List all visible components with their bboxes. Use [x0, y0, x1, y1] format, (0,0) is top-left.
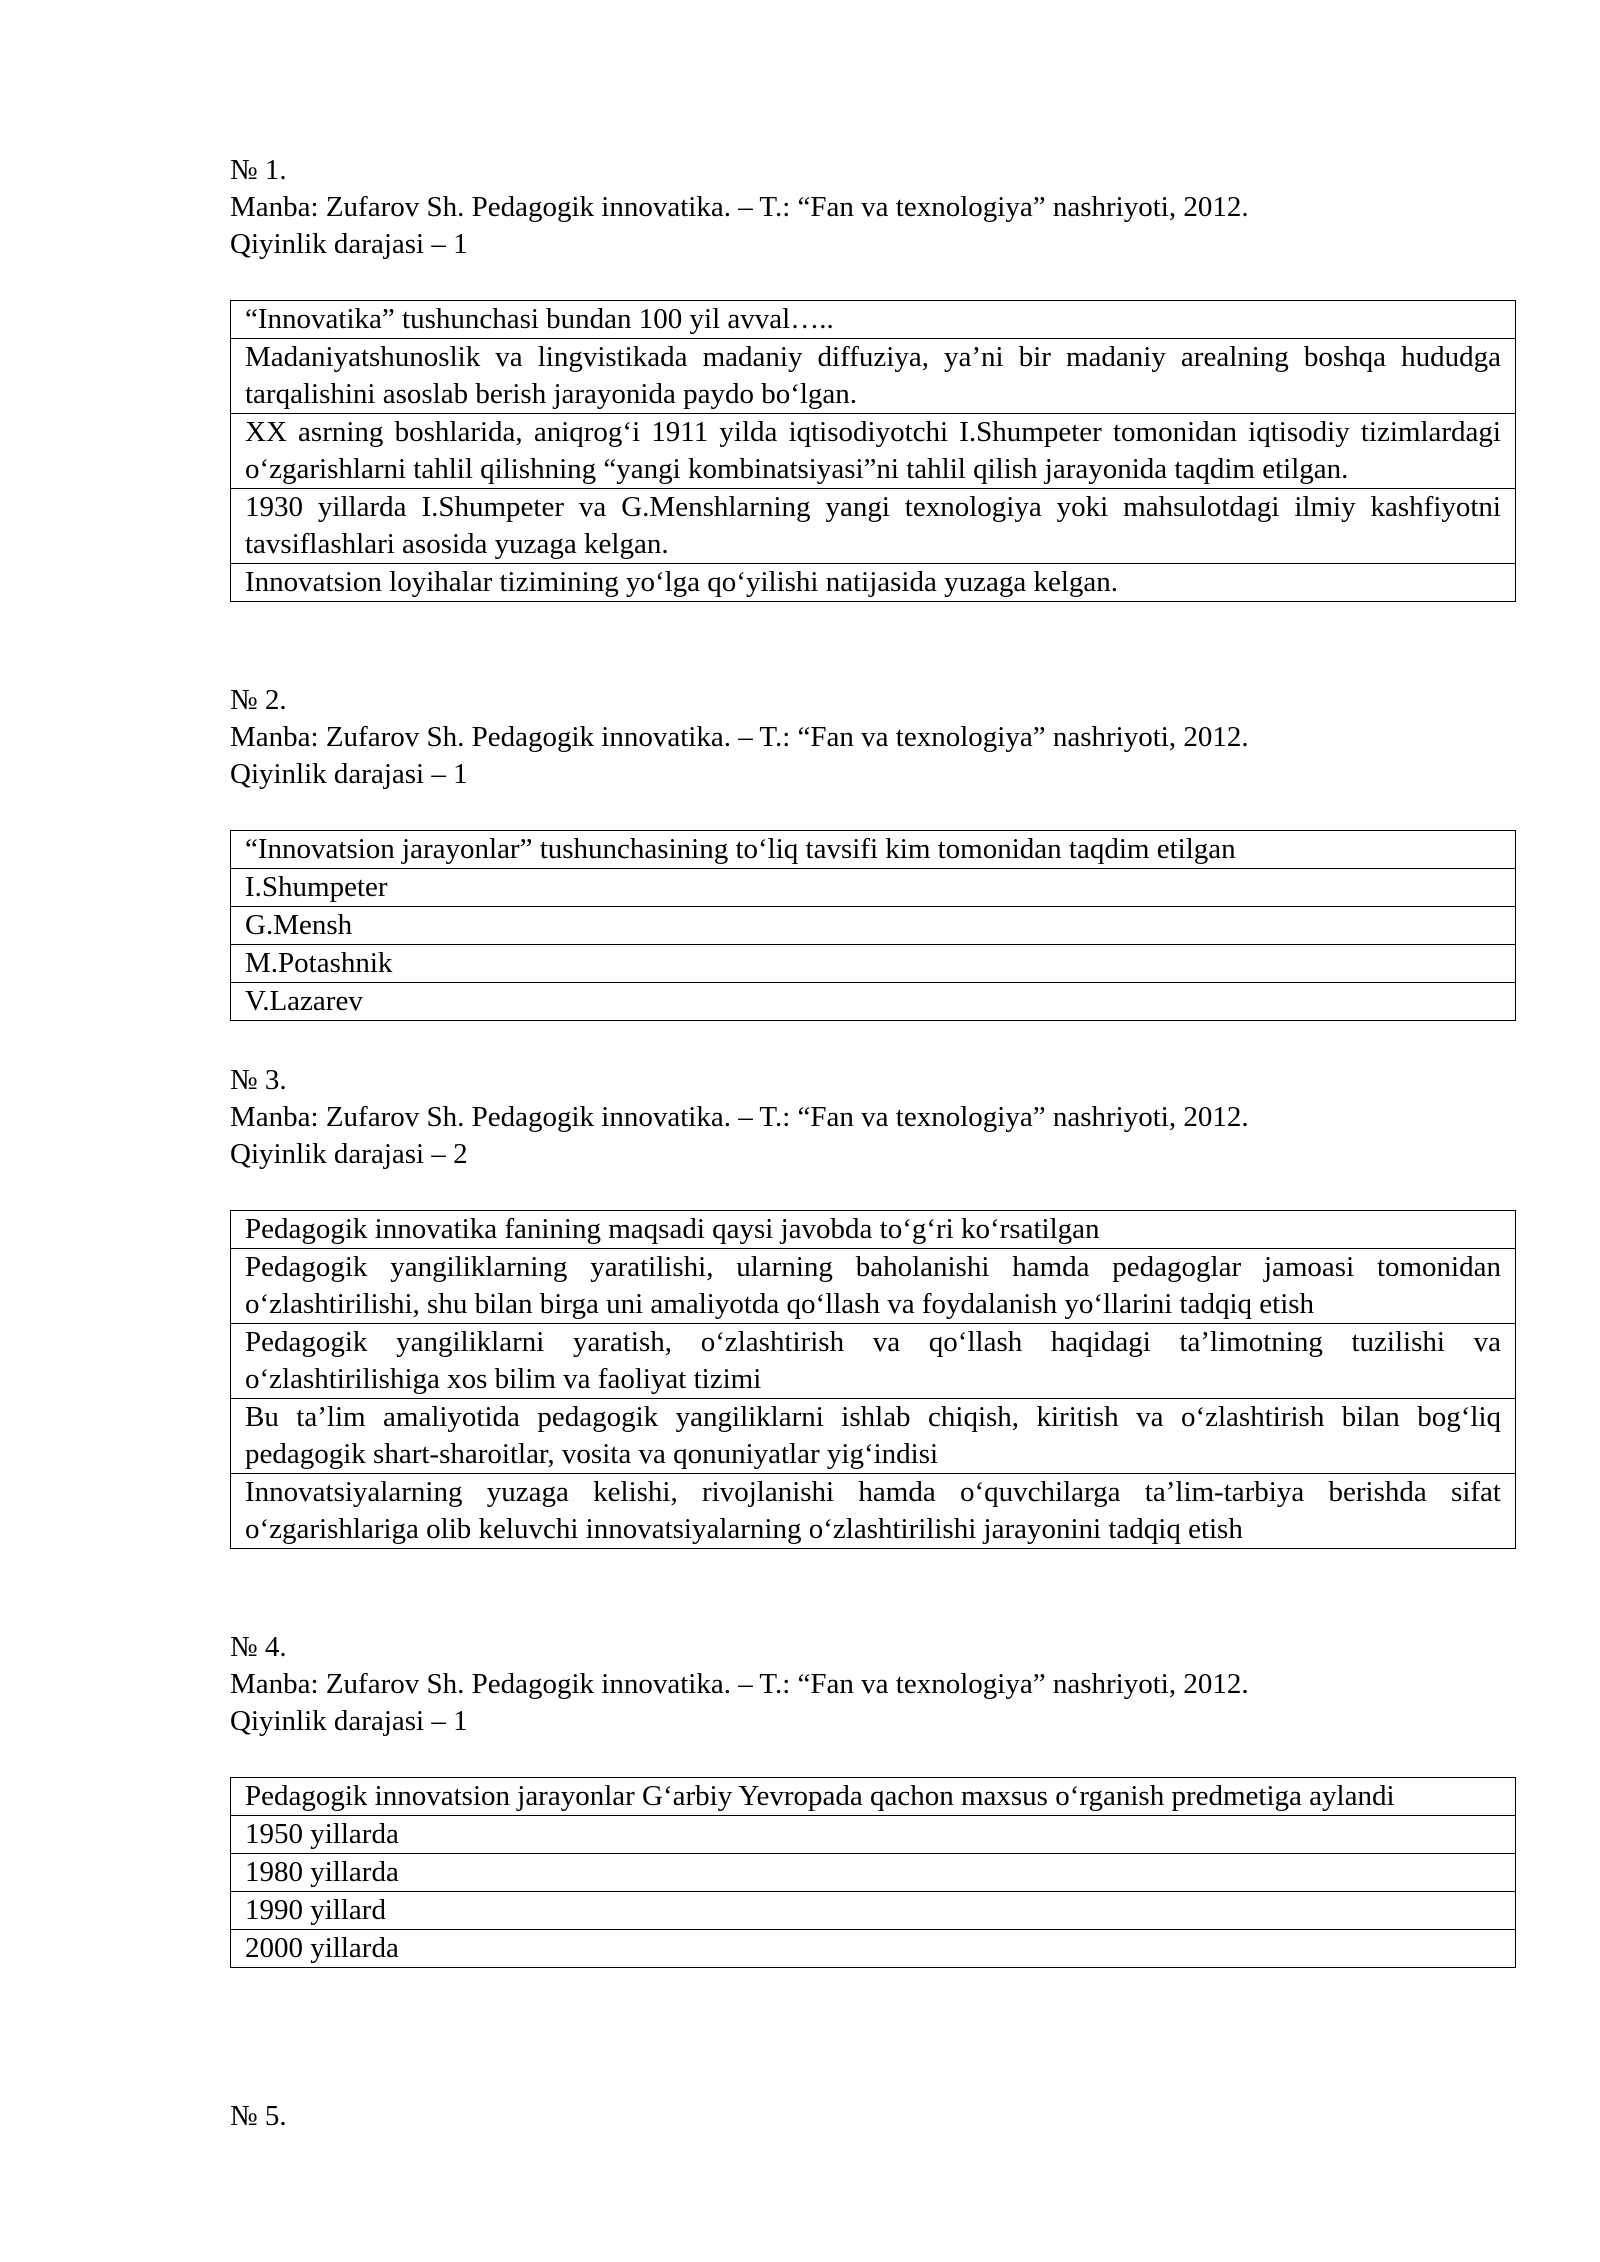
answer-option: I.Shumpeter — [231, 869, 1516, 907]
question-table — [230, 300, 1516, 602]
question-table — [230, 1210, 1516, 1549]
answer-row — [231, 1324, 1516, 1399]
answer-row — [231, 1474, 1516, 1549]
answer-option: G.Mensh — [231, 907, 1516, 945]
answer-option: 1980 yillarda — [231, 1854, 1516, 1892]
answer-row — [231, 1249, 1516, 1324]
answer-row — [231, 907, 1516, 945]
question-text: “Innovatsion jarayonlar” tushunchasining to‘liq tavsifi kim tomonidan taqdim etilgan — [231, 831, 1516, 869]
answer-option: Pedagogik yangiliklarning yaratilishi, ularning baholanishi hamda pedagoglar jamoasi tomonidan o‘zlashtirilishi, shu bilan birga uni amaliyotda qo‘llash va foydalanish yo‘llarini tadqiq etish — [231, 1249, 1516, 1324]
question-block-2 — [230, 682, 1516, 1021]
question-number: № 2. — [230, 684, 287, 716]
question-text: Pedagogik innovatika fanining maqsadi qaysi javobda to‘g‘ri ko‘rsatilgan — [231, 1211, 1516, 1249]
question-row — [231, 831, 1516, 869]
question-row — [231, 1211, 1516, 1249]
answer-row — [231, 1930, 1516, 1968]
question-text: “Innovatika” tushunchasi bundan 100 yil avval….. — [231, 301, 1516, 339]
question-number: № 4. — [230, 1631, 287, 1663]
answer-row — [231, 1399, 1516, 1474]
question-text: Pedagogik innovatsion jarayonlar G‘arbiy Yevropada qachon maxsus o‘rganish predmetiga aylandi — [231, 1778, 1516, 1816]
answer-option: 1930 yillarda I.Shumpeter va G.Menshlarning yangi texnologiya yoki mahsulotdagi ilmiy kashfiyotni tavsiflashlari asosida yuzaga kelgan. — [231, 489, 1516, 564]
answer-option: Innovatsiyalarning yuzaga kelishi, rivojlanishi hamda o‘quvchilarga ta’lim-tarbiya berishda sifat o‘zgarishlariga olib keluvchi innovatsiyalarning o‘zlashtirilishi jarayonini tadqiq etish — [231, 1474, 1516, 1549]
answer-option: M.Potashnik — [231, 945, 1516, 983]
question-number-5: № 5. — [230, 2100, 287, 2132]
answer-option: 2000 yillarda — [231, 1930, 1516, 1968]
question-difficulty: Qiyinlik darajasi – 1 — [230, 758, 468, 790]
question-table — [230, 1777, 1516, 1968]
question-block-4 — [230, 1629, 1516, 1968]
question-block-3 — [230, 1062, 1516, 1549]
question-difficulty: Qiyinlik darajasi – 1 — [230, 1705, 468, 1737]
answer-option: XX asrning boshlarida, aniqrog‘i 1911 yilda iqtisodiyotchi I.Shumpeter tomonidan iqtisodiy tizimlardagi o‘zgarishlarni tahlil qilishning “yangi kombinatsiyasi”ni tahlil qilish jarayonida taqdim etilgan. — [231, 414, 1516, 489]
question-difficulty: Qiyinlik darajasi – 2 — [230, 1138, 468, 1170]
answer-row — [231, 869, 1516, 907]
question-source: Manba: Zufarov Sh. Pedagogik innovatika. – T.: “Fan va texnologiya” nashriyoti, 2012. — [230, 721, 1249, 753]
answer-row — [231, 1892, 1516, 1930]
answer-row — [231, 564, 1516, 602]
question-block-1 — [230, 152, 1516, 602]
answer-option: 1990 yillard — [231, 1892, 1516, 1930]
question-source: Manba: Zufarov Sh. Pedagogik innovatika. – T.: “Fan va texnologiya” nashriyoti, 2012. — [230, 191, 1249, 223]
question-row — [231, 301, 1516, 339]
answer-row — [231, 945, 1516, 983]
question-source: Manba: Zufarov Sh. Pedagogik innovatika. – T.: “Fan va texnologiya” nashriyoti, 2012. — [230, 1668, 1249, 1700]
answer-option: Bu ta’lim amaliyotida pedagogik yangiliklarni ishlab chiqish, kiritish va o‘zlashtirish bilan bog‘liq pedagogik shart-sharoitlar, vosita va qonuniyatlar yig‘indisi — [231, 1399, 1516, 1474]
answer-option: Madaniyatshunoslik va lingvistikada madaniy diffuziya, ya’ni bir madaniy arealning boshqa hududga tarqalishini asoslab berish jarayonida paydo bo‘lgan. — [231, 339, 1516, 414]
answer-row — [231, 1854, 1516, 1892]
question-difficulty: Qiyinlik darajasi – 1 — [230, 228, 468, 260]
question-table — [230, 830, 1516, 1021]
question-source: Manba: Zufarov Sh. Pedagogik innovatika. – T.: “Fan va texnologiya” nashriyoti, 2012. — [230, 1101, 1249, 1133]
answer-option: Pedagogik yangiliklarni yaratish, o‘zlashtirish va qo‘llash haqidagi ta’limotning tuzilishi va o‘zlashtirilishiga xos bilim va faoliyat tizimi — [231, 1324, 1516, 1399]
answer-row — [231, 414, 1516, 489]
question-row — [231, 1778, 1516, 1816]
answer-row — [231, 489, 1516, 564]
answer-option: 1950 yillarda — [231, 1816, 1516, 1854]
answer-option: V.Lazarev — [231, 983, 1516, 1021]
question-number: № 3. — [230, 1064, 287, 1096]
answer-row — [231, 1816, 1516, 1854]
answer-row — [231, 983, 1516, 1021]
question-number: № 1. — [230, 154, 287, 186]
answer-row — [231, 339, 1516, 414]
answer-option: Innovatsion loyihalar tizimining yo‘lga qo‘yilishi natijasida yuzaga kelgan. — [231, 564, 1516, 602]
